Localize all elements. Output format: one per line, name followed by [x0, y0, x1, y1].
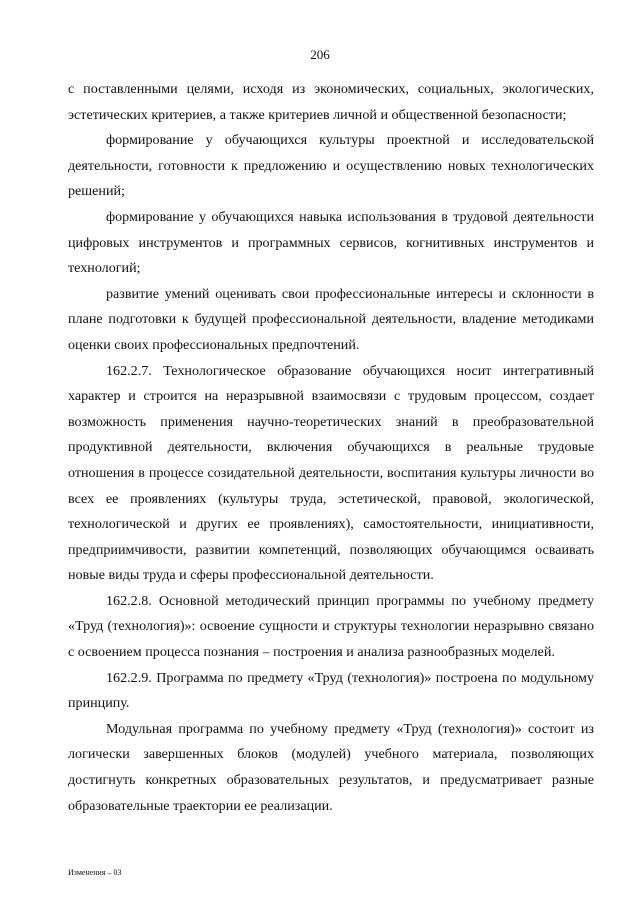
- paragraph-project-culture: формирование у обучающихся культуры проектной и исследовательской деятельности, готовности к предложению и осуществлению новых технологических решений;: [68, 132, 594, 200]
- paragraph-digital-tools: формирование у обучающихся навыка использования в трудовой деятельности цифровых инструментов и программных сервисов, когнитивных инструментов и технологий;: [68, 208, 594, 277]
- paragraph-162-2-9: 162.2.9. Программа по предмету «Труд (технология)» построена по модульному принципу.: [68, 669, 594, 712]
- paragraph-162-2-8: 162.2.8. Основной методический принцип программы по учебному предмету «Труд (технология)»: освоение сущности и структуры технологии неразрывно связано с освоением процесса познания – построения и анализа разнообразных моделей.: [68, 592, 594, 661]
- footer-note: Изменения – 03: [68, 868, 122, 877]
- paragraph-continuation: с поставленными целями, исходя из экономических, социальных, экологических, эстетических критериев, а также критериев личной и общественной безопасности;: [68, 81, 594, 123]
- page-number: 206: [310, 47, 330, 62]
- paragraph-modular-program: Модульная программа по учебному предмету «Труд (технология)» состоит из логически завершенных блоков (модулей) учебного материала, позволяющих достигнуть конкретных образовательных результатов, и предусматривает разные образовательные траектории ее реализации.: [68, 720, 594, 814]
- body-text: [68, 77, 594, 819]
- paragraph-professional-interests: развитие умений оценивать свои профессиональные интересы и склонности в плане подготовки к будущей профессиональной деятельности, владение методиками оценки своих профессиональных предпочтений.: [68, 285, 594, 353]
- paragraph-162-2-7: 162.2.7. Технологическое образование обучающихся носит интегративный характер и строится на неразрывной взаимосвязи с трудовым процессом, создает возможность применения научно-теоретических знаний в преобразовательной продуктивной деятельности, включения обучающихся в реальные трудовые отношения в процессе созидательной деятельности, воспитания культуры личности во всех ее проявлениях (культуры труда, эстетической, правовой, экологической, технологической и других ее проявлениях), самостоятельности, инициативности, предприимчивости, развитии компетенций, позволяющих обучающимся осваивать новые виды труда и сферы профессиональной деятельности.: [68, 362, 594, 584]
